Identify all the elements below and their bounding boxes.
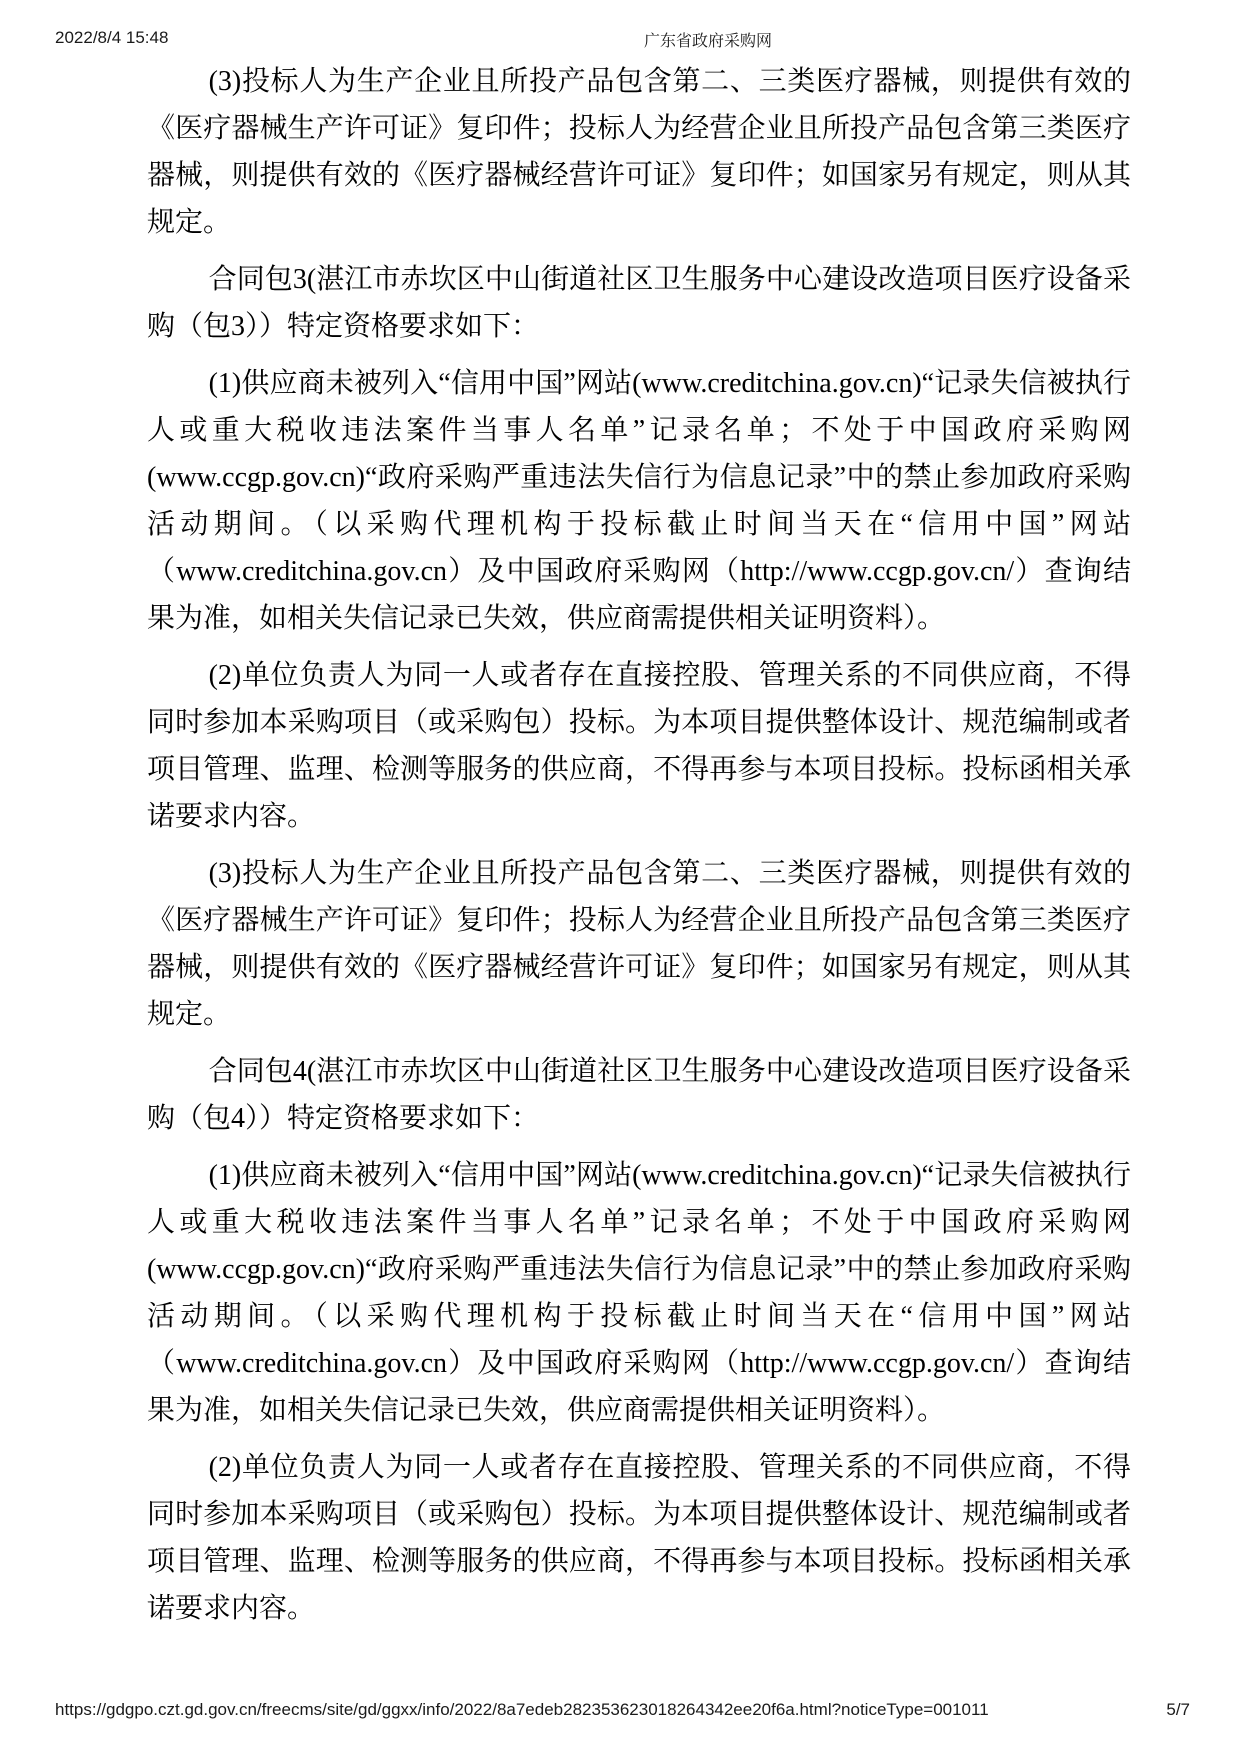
paragraph-pkg4-credit-china-requirement: (1)供应商未被列入“信用中国”网站(www.creditchina.gov.cn)“记录失信被执行人或重大税收违法案件当事人名单”记录名单；不处于中国政府采购网(www.ccgp.gov.cn)“政府采购严重违法失信行为信息记录”中的禁止参加政府采购活动期间。（以采购代理机构于投标截止时间当天在“信用中国”网站（www.creditchina.gov.cn）及中国政府采购网（http://www.ccgp.gov.cn/）查询结果为准，如相关失信记录已失效，供应商需提供相关证明资料）。 <box>147 1160 1131 1426</box>
document-body <box>147 58 1131 1642</box>
print-footer <box>55 1700 1190 1722</box>
page-number: 5/7 <box>1166 1700 1190 1719</box>
paragraph-contract-package-3-title: 合同包3(湛江市赤坎区中山街道社区卫生服务中心建设改造项目医疗设备采购（包3））特定资格要求如下： <box>147 264 1131 342</box>
source-url: https://gdgpo.czt.gd.gov.cn/freecms/site/gd/ggxx/info/2022/8a7edeb282353623018264342ee20f6a.html?noticeType=001011 <box>55 1700 989 1719</box>
paragraph-pkg3-same-person-restriction: (2)单位负责人为同一人或者存在直接控股、管理关系的不同供应商，不得同时参加本采购项目（或采购包）投标。为本项目提供整体设计、规范编制或者项目管理、监理、检测等服务的供应商，不得再参与本项目投标。投标函相关承诺要求内容。 <box>147 660 1131 832</box>
site-title: 广东省政府采购网 <box>643 33 773 50</box>
paragraph-pkg4-same-person-restriction: (2)单位负责人为同一人或者存在直接控股、管理关系的不同供应商，不得同时参加本采购项目（或采购包）投标。为本项目提供整体设计、规范编制或者项目管理、监理、检测等服务的供应商，不得再参与本项目投标。投标函相关承诺要求内容。 <box>147 1452 1131 1624</box>
paragraph-contract-package-4-title: 合同包4(湛江市赤坎区中山街道社区卫生服务中心建设改造项目医疗设备采购（包4））特定资格要求如下： <box>147 1056 1131 1134</box>
paragraph-pkg3-medical-device-cert: (3)投标人为生产企业且所投产品包含第二、三类医疗器械，则提供有效的《医疗器械生产许可证》复印件；投标人为经营企业且所投产品包含第三类医疗器械，则提供有效的《医疗器械经营许可证》复印件；如国家另有规定，则从其规定。 <box>147 858 1131 1030</box>
paragraph-medical-device-cert-pkg2: (3)投标人为生产企业且所投产品包含第二、三类医疗器械，则提供有效的《医疗器械生产许可证》复印件；投标人为经营企业且所投产品包含第三类医疗器械，则提供有效的《医疗器械经营许可证》复印件；如国家另有规定，则从其规定。 <box>147 66 1131 238</box>
print-timestamp: 2022/8/4 15:48 <box>55 28 169 47</box>
print-header <box>55 28 1185 50</box>
paragraph-pkg3-credit-china-requirement: (1)供应商未被列入“信用中国”网站(www.creditchina.gov.cn)“记录失信被执行人或重大税收违法案件当事人名单”记录名单；不处于中国政府采购网(www.ccgp.gov.cn)“政府采购严重违法失信行为信息记录”中的禁止参加政府采购活动期间。（以采购代理机构于投标截止时间当天在“信用中国”网站（www.creditchina.gov.cn）及中国政府采购网（http://www.ccgp.gov.cn/）查询结果为准，如相关失信记录已失效，供应商需提供相关证明资料）。 <box>147 368 1131 634</box>
